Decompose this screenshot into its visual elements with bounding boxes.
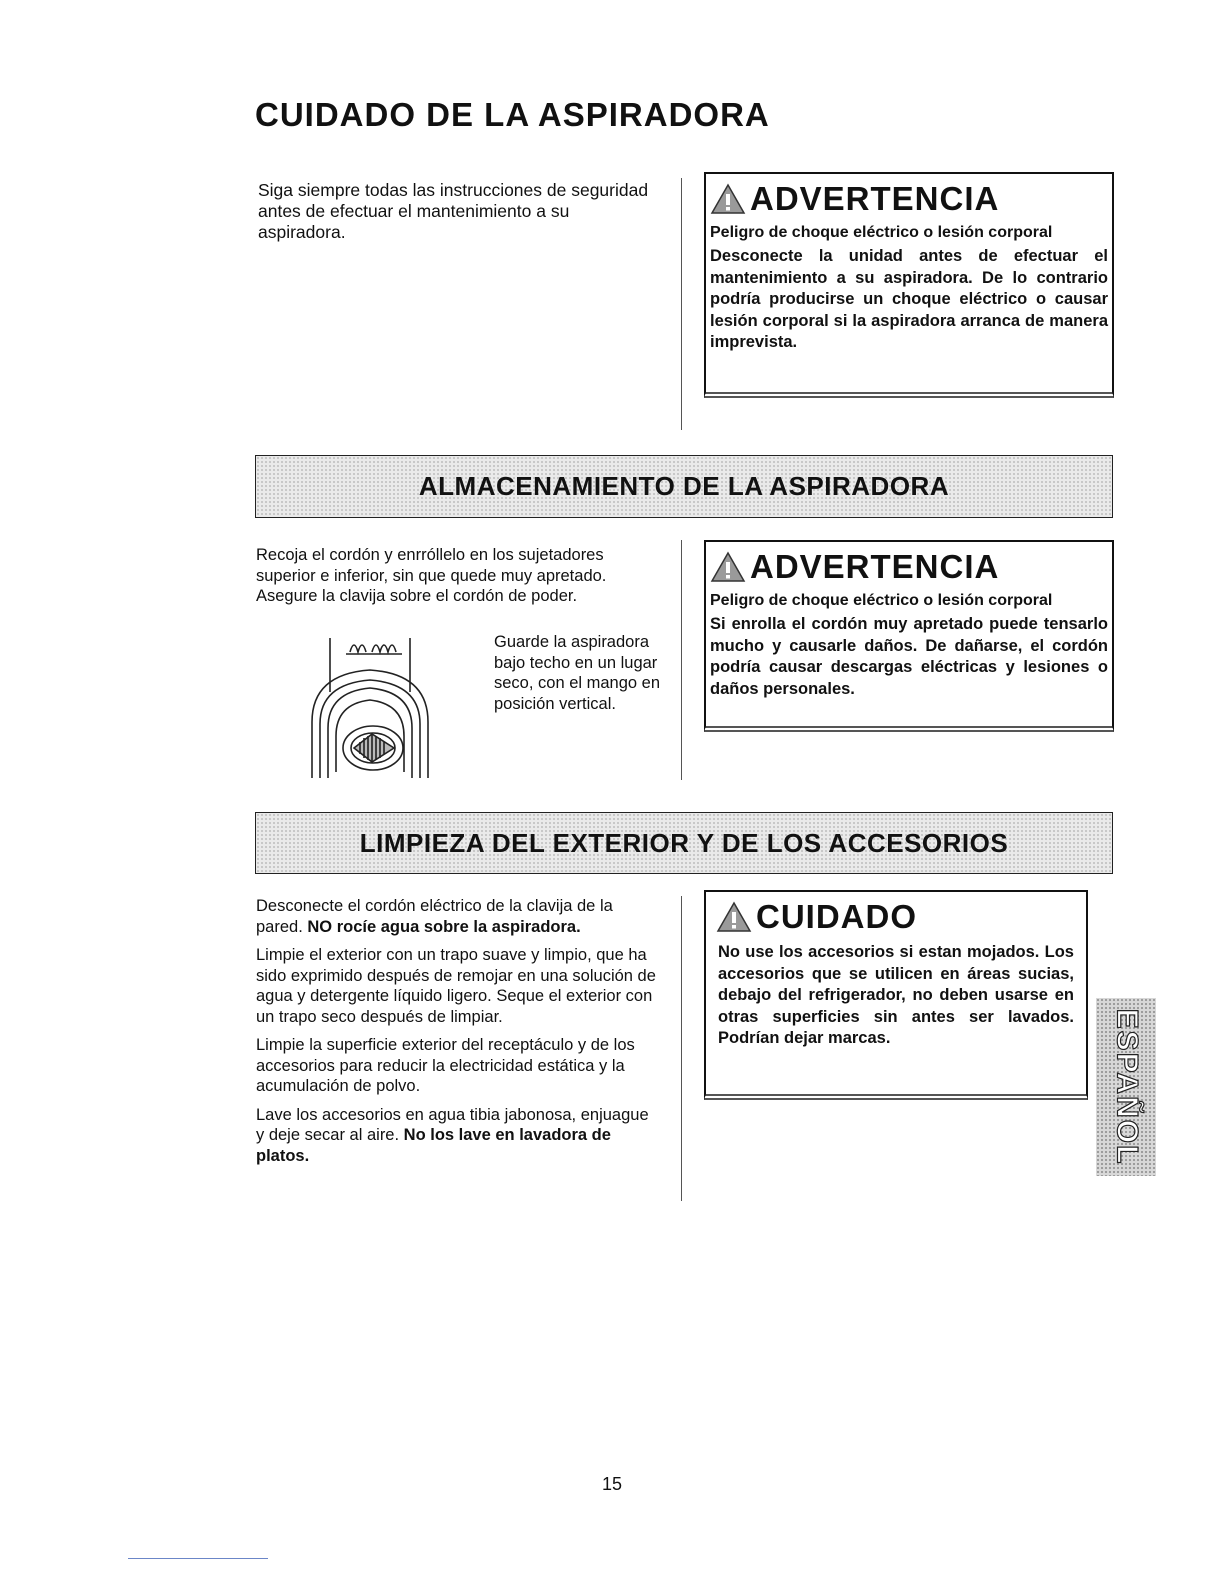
column-divider bbox=[681, 540, 682, 780]
cleaning-paragraph: Limpie la superficie exterior del receptáculo y de los accesorios para reducir la electricidad estática y la acumulación de polvo. bbox=[256, 1036, 635, 1095]
warning-triangle-icon bbox=[710, 183, 746, 215]
section-heading-cleaning: LIMPIEZA DEL EXTERIOR Y DE LOS ACCESORIOS bbox=[255, 812, 1113, 874]
page-title: CUIDADO DE LA ASPIRADORA bbox=[255, 96, 770, 133]
warning-body: Desconecte la unidad antes de efectuar el mantenimiento a su aspiradora. De lo contrario podría producirse un choque eléctrico o causar lesión corporal si la aspiradora arranca de manera imprevista. bbox=[710, 247, 1108, 351]
vacuum-cord-hooks-illustration bbox=[300, 632, 450, 778]
storage-text: Recoja el cordón y enrróllelo en los sujetadores superior e inferior, sin que quede muy apretado. Asegure la clavija sobre el cordón de poder. bbox=[256, 546, 607, 605]
warning-hazard: Peligro de choque eléctrico o lesión corporal bbox=[710, 224, 1053, 241]
intro-text: Siga siempre todas las instrucciones de seguridad antes de efectuar el mantenimiento a su aspiradora. bbox=[258, 180, 649, 242]
warning-triangle-icon bbox=[716, 901, 752, 933]
footer-rule bbox=[128, 1558, 268, 1559]
column-divider bbox=[681, 896, 682, 1201]
column-divider bbox=[681, 178, 682, 430]
caution-title: CUIDADO bbox=[716, 898, 1086, 936]
section-heading-storage: ALMACENAMIENTO DE LA ASPIRADORA bbox=[255, 455, 1113, 518]
warning-triangle-icon bbox=[710, 551, 746, 583]
cleaning-paragraph: Desconecte el cordón eléctrico de la clavija de la pared. NO rocíe agua sobre la aspiradora. bbox=[256, 897, 613, 936]
cleaning-paragraph: Lave los accesorios en agua tibia jabonosa, enjuague y deje secar al aire. No los lave en lavadora de platos. bbox=[256, 1105, 649, 1165]
storage-caption: Guarde la aspiradora bajo techo en un lugar seco, con el mango en posición vertical. bbox=[494, 633, 661, 713]
warning-box-maintenance bbox=[704, 172, 1114, 398]
warning-body: Si enrolla el cordón muy apretado puede tensarlo mucho y causarle daños. De dañarse, el cordón podría causar descargas eléctricas y lesiones o daños personales. bbox=[710, 615, 1108, 698]
warning-title: ADVERTENCIA bbox=[710, 548, 1112, 586]
warning-hazard: Peligro de choque eléctrico o lesión corporal bbox=[710, 592, 1053, 609]
warning-title: ADVERTENCIA bbox=[710, 180, 1112, 218]
page-number: 15 bbox=[601, 1474, 623, 1494]
caution-body: No use los accesorios si estan mojados. Los accesorios que se utilicen en áreas sucias, debajo del refrigerador, no deben usarse en otras superficies sin antes ser lavados. Podrían dejar marcas. bbox=[718, 943, 1074, 1047]
warning-box-cord bbox=[704, 540, 1114, 732]
language-tab: ESPAÑOL bbox=[1096, 998, 1156, 1176]
cleaning-paragraph: Limpie el exterior con un trapo suave y limpio, que ha sido exprimido después de remojar en una solución de agua y detergente líquido ligero. Seque el exterior con un trapo seco después de limpiar. bbox=[256, 946, 656, 1026]
cleaning-text bbox=[256, 896, 656, 1166]
caution-box bbox=[704, 890, 1088, 1100]
